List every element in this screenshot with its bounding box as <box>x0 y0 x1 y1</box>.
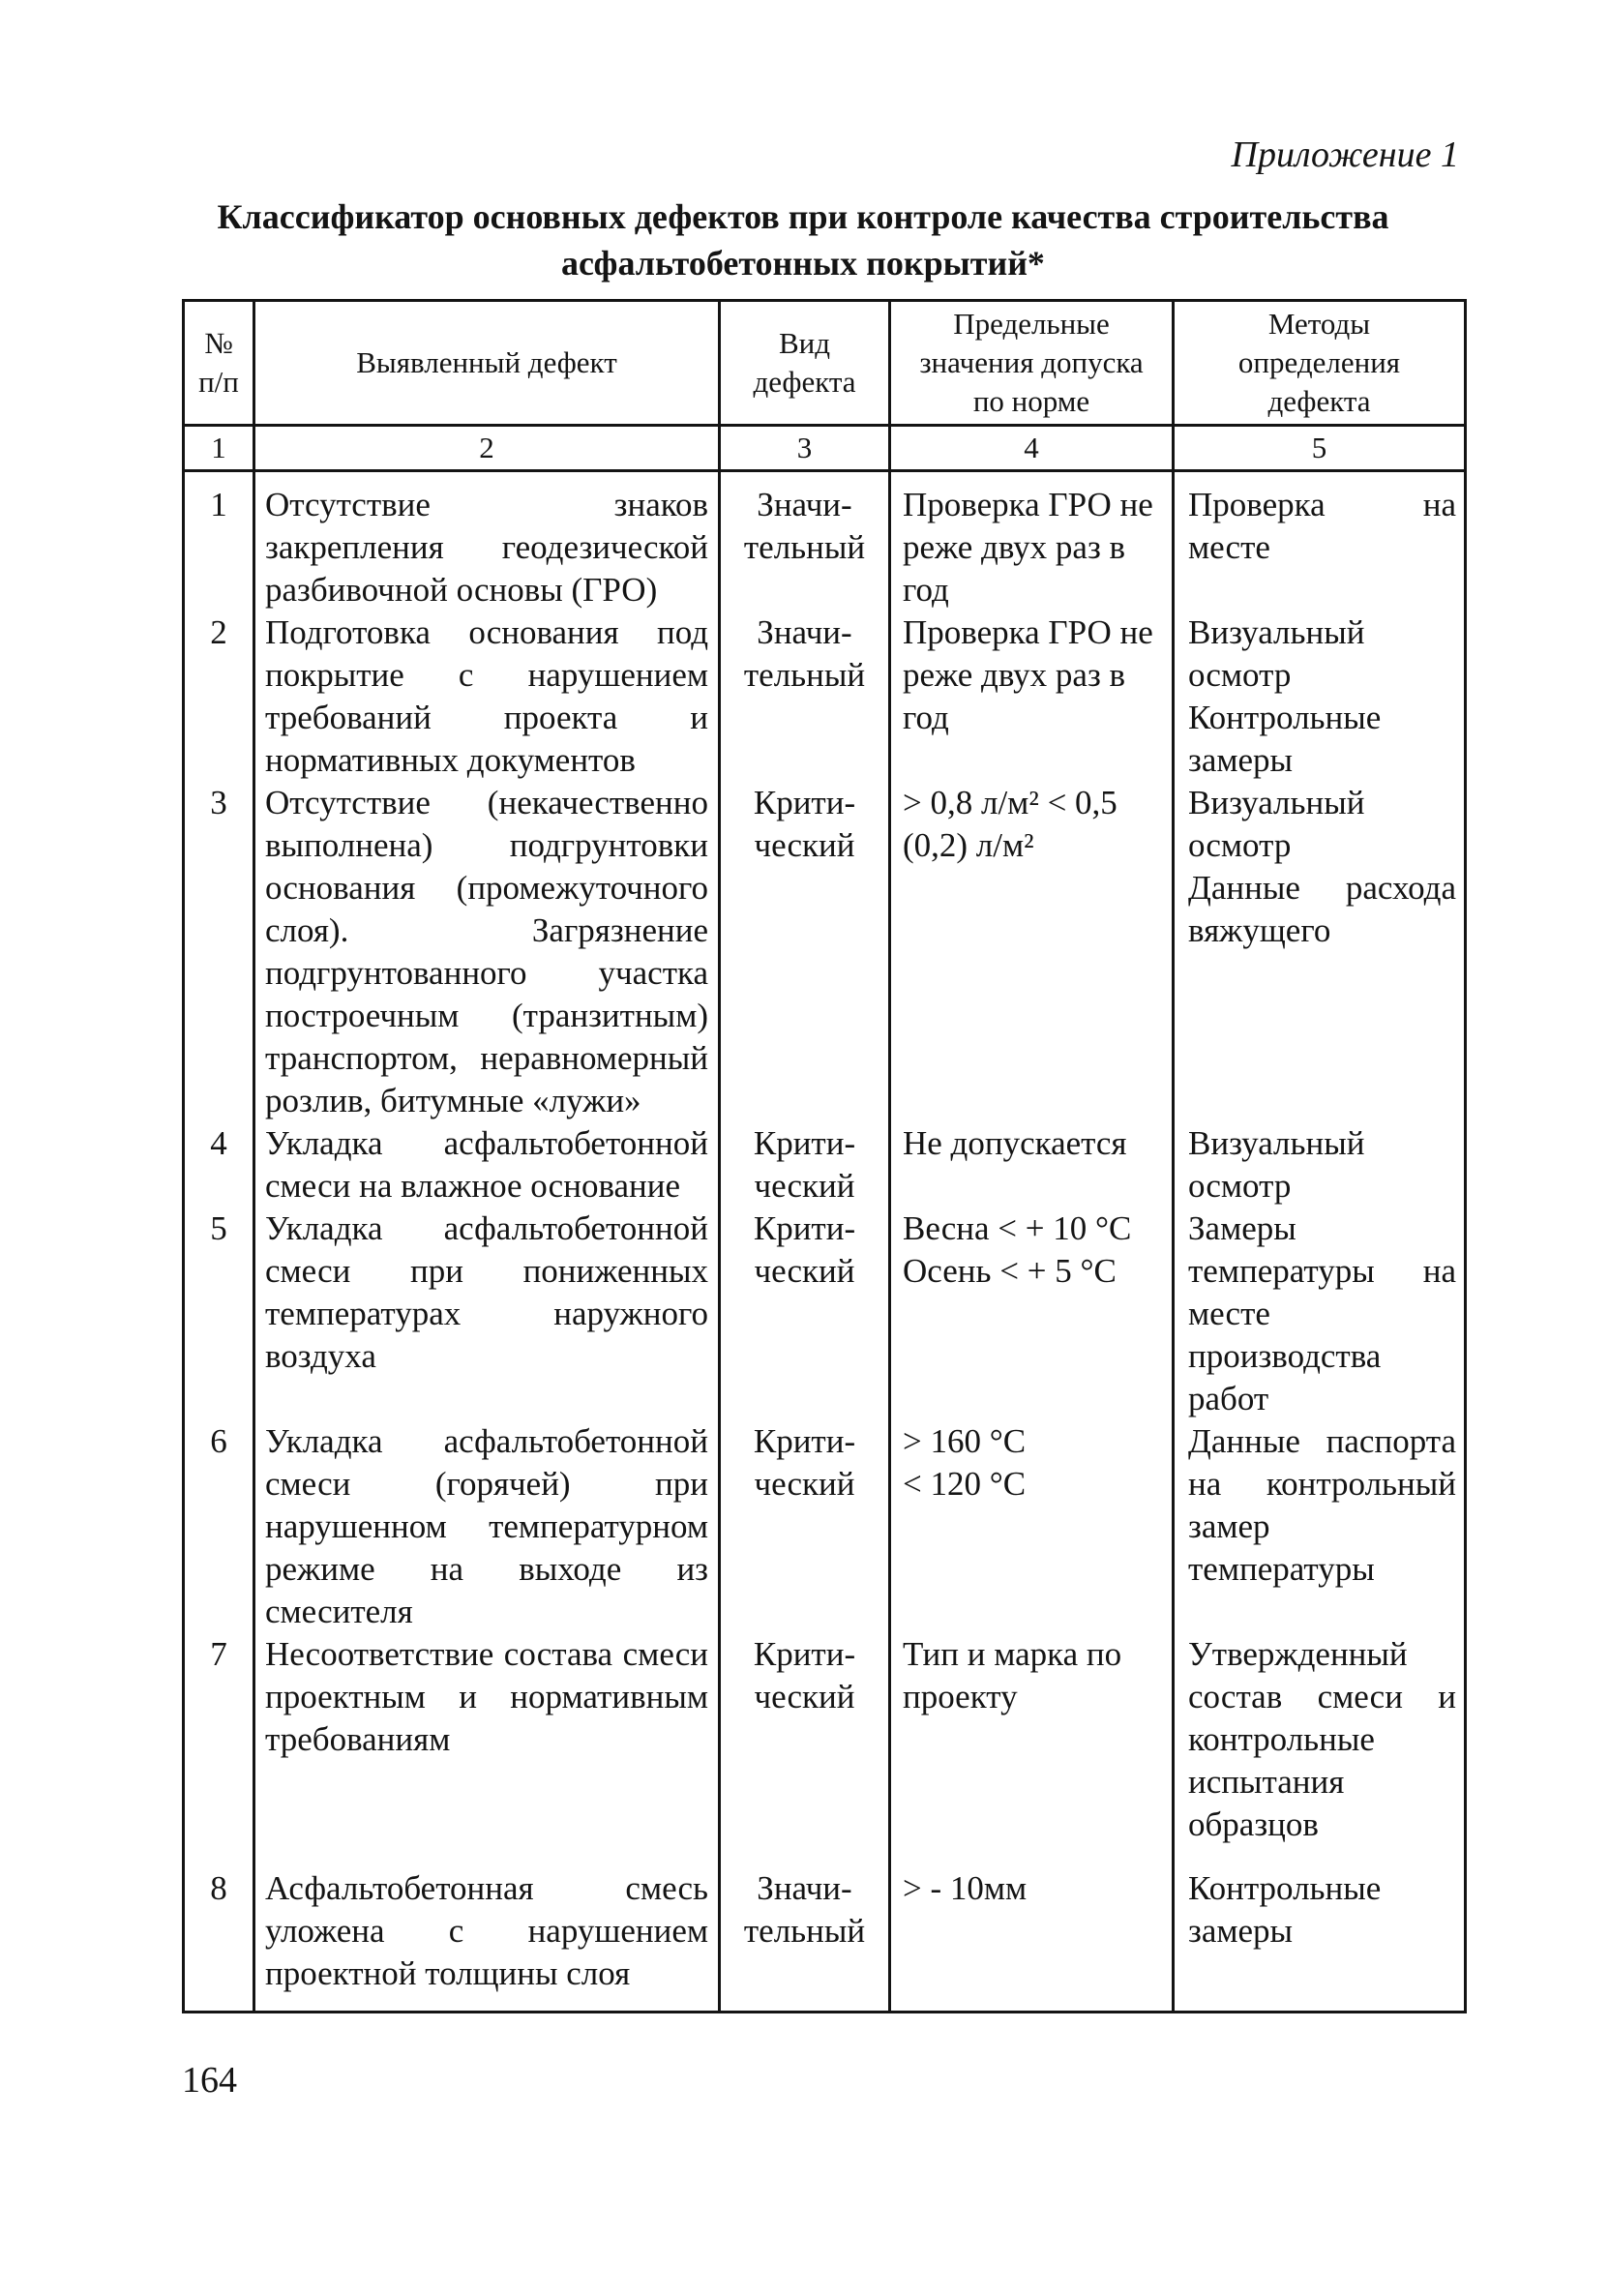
tolerance-value: Проверка ГРО не реже двух раз в год <box>890 484 1174 611</box>
table-row <box>184 611 1466 782</box>
detection-method: Замеры температуры на месте производства работ <box>1174 1208 1466 1420</box>
column-number: 5 <box>1174 426 1466 471</box>
tolerance-value: > 0,8 л/м² < 0,5 (0,2) л/м² <box>890 782 1174 1122</box>
detection-method: Визуальный осмотр <box>1174 1122 1466 1208</box>
tolerance-value: Весна < + 10 °С Осень < + 5 °С <box>890 1208 1174 1420</box>
row-number: 7 <box>184 1633 254 1846</box>
header-defect: Выявленный дефект <box>254 301 720 426</box>
appendix-label: Приложение 1 <box>1231 134 1459 175</box>
tolerance-value: > 160 °С < 120 °С <box>890 1420 1174 1633</box>
page-number: 164 <box>182 2060 237 2101</box>
row-number: 3 <box>184 782 254 1122</box>
row-number: 6 <box>184 1420 254 1633</box>
table-row <box>184 1208 1466 1420</box>
header-defect-type: Вид дефекта <box>720 301 890 426</box>
document-title <box>145 194 1461 286</box>
defects-table <box>182 299 1467 2013</box>
header-number: № п/п <box>184 301 254 426</box>
row-number: 5 <box>184 1208 254 1420</box>
header-tolerance: Предельные значения допуска по норме <box>890 301 1174 426</box>
column-number-row <box>184 426 1466 471</box>
defect-description: Укладка асфальтобетонной смеси на влажное основание <box>254 1122 720 1208</box>
column-number: 1 <box>184 426 254 471</box>
defect-type: Крити- ческий <box>720 1208 890 1420</box>
table-row <box>184 484 1466 611</box>
tolerance-value: Проверка ГРО не реже двух раз в год <box>890 611 1174 782</box>
defect-description: Асфальтобетонная смесь уложена с нарушением проектной толщины слоя <box>254 1846 720 2013</box>
table-row <box>184 1846 1466 2013</box>
defect-type: Крити- ческий <box>720 782 890 1122</box>
table-row <box>184 1633 1466 1846</box>
detection-method: Контрольные замеры <box>1174 1846 1466 2013</box>
table-row <box>184 1420 1466 1633</box>
title-line-1: Классификатор основных дефектов при контроле качества строительства <box>217 197 1389 236</box>
column-number: 2 <box>254 426 720 471</box>
row-number: 4 <box>184 1122 254 1208</box>
defect-type: Значи- тельный <box>720 484 890 611</box>
table-row <box>184 1122 1466 1208</box>
column-number: 4 <box>890 426 1174 471</box>
defect-type: Крити- ческий <box>720 1122 890 1208</box>
header-row <box>184 301 1466 426</box>
defect-type: Крити- ческий <box>720 1420 890 1633</box>
detection-method: Визуальный осмотр Данные расхода вяжущего <box>1174 782 1466 1122</box>
defect-description: Укладка асфальтобетонной смеси (горячей) при нарушенном температурном режиме на выходе из смесителя <box>254 1420 720 1633</box>
row-number: 1 <box>184 484 254 611</box>
detection-method: Визуальный осмотр Контрольные замеры <box>1174 611 1466 782</box>
table-row <box>184 782 1466 1122</box>
defect-type: Значи- тельный <box>720 1846 890 2013</box>
header-method: Методы определения дефекта <box>1174 301 1466 426</box>
defect-description: Укладка асфальтобетонной смеси при пониженных температурах наружного воздуха <box>254 1208 720 1420</box>
tolerance-value: > - 10мм <box>890 1846 1174 2013</box>
defect-description: Отсутствие знаков закрепления геодезической разбивочной основы (ГРО) <box>254 484 720 611</box>
defect-type: Крити- ческий <box>720 1633 890 1846</box>
defect-description: Несоответствие состава смеси проектным и нормативным требованиям <box>254 1633 720 1846</box>
defect-description: Подготовка основания под покрытие с нарушением требований проекта и нормативных документов <box>254 611 720 782</box>
defect-type: Значи- тельный <box>720 611 890 782</box>
row-number: 2 <box>184 611 254 782</box>
defect-description: Отсутствие (некачественно выполнена) подгрунтовки основания (промежуточного слоя). Загрязнение подгрунтованного участка построечным (транзитным) транспортом, неравномерный розлив, битумные «лужи» <box>254 782 720 1122</box>
row-number: 8 <box>184 1846 254 2013</box>
detection-method: Данные паспорта на контрольный замер температуры <box>1174 1420 1466 1633</box>
detection-method: Проверка на месте <box>1174 484 1466 611</box>
title-line-2: асфальтобетонных покрытий* <box>561 244 1045 283</box>
column-number: 3 <box>720 426 890 471</box>
tolerance-value: Тип и марка по проекту <box>890 1633 1174 1846</box>
detection-method: Утвержденный состав смеси и контрольные испытания образцов <box>1174 1633 1466 1846</box>
tolerance-value: Не допускается <box>890 1122 1174 1208</box>
